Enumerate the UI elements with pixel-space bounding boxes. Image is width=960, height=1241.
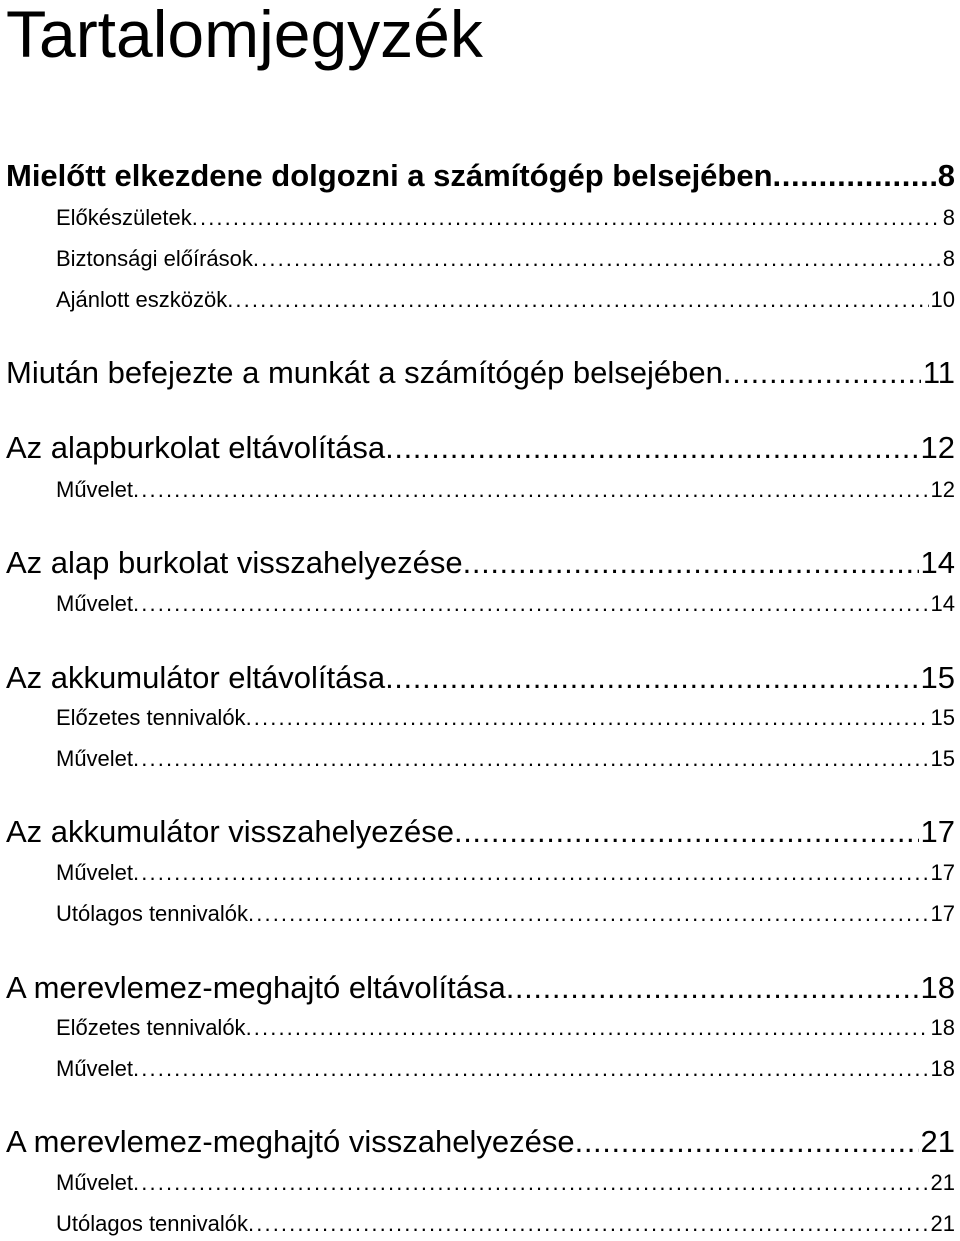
toc-entry[interactable] — [56, 246, 955, 272]
toc-dot-leader — [246, 705, 929, 731]
toc-entry-page: 11 — [922, 355, 955, 390]
toc-entry-label: Az alap burkolat visszahelyezése — [6, 545, 463, 580]
toc-entry[interactable] — [56, 591, 955, 617]
toc-entry-page: 15 — [920, 660, 955, 695]
toc-entry[interactable] — [56, 705, 955, 731]
toc-dot-leader — [192, 205, 941, 231]
toc-entry[interactable] — [6, 660, 955, 696]
toc-entry-page: 17 — [930, 901, 955, 926]
toc-entry-page: 17 — [930, 860, 955, 885]
toc-entry-label: Művelet — [56, 1170, 134, 1195]
toc-dot-leader — [575, 1124, 919, 1160]
toc-entry-page: 21 — [920, 1124, 955, 1159]
toc-dot-leader — [133, 746, 928, 772]
toc-entry-label: Miután befejezte a munkát a számítógép belsejében — [6, 355, 723, 390]
toc-entry-label: Utólagos tennivalók — [56, 901, 249, 926]
toc-entry[interactable] — [56, 287, 955, 313]
toc-entry-page: 18 — [930, 1056, 955, 1081]
toc-entry[interactable] — [56, 901, 955, 927]
toc-entry[interactable] — [6, 158, 955, 194]
toc-entry[interactable] — [6, 545, 955, 581]
toc-dot-leader — [133, 1056, 928, 1082]
toc-entry-label: Mielőtt elkezdene dolgozni a számítógép belsejében — [6, 158, 773, 193]
toc-dot-leader — [253, 246, 941, 272]
toc-entry-page: 17 — [920, 814, 955, 849]
toc-entry-page: 21 — [930, 1211, 955, 1236]
toc-dot-leader — [133, 477, 928, 503]
toc-entry-page: 14 — [920, 545, 955, 580]
toc-entry-page: 14 — [930, 591, 955, 616]
toc-entry[interactable] — [6, 970, 955, 1006]
toc-entry-label: Művelet — [56, 591, 134, 616]
toc-entry-label: Az akkumulátor visszahelyezése — [6, 814, 454, 849]
toc-entry-label: Előkészületek — [56, 205, 192, 230]
toc-entry-page: 21 — [930, 1170, 955, 1195]
toc-entry-label: Művelet — [56, 477, 134, 502]
toc-dot-leader — [723, 355, 921, 391]
toc-entry[interactable] — [56, 746, 955, 772]
toc-dot-leader — [506, 970, 919, 1006]
toc-dot-leader — [248, 901, 929, 927]
toc-entry-label: Művelet — [56, 1056, 134, 1081]
toc-entry-page: 12 — [920, 430, 955, 465]
toc-entry-label: Ajánlott eszközök — [56, 287, 228, 312]
toc-entry[interactable] — [56, 205, 955, 231]
toc-entry-label: A merevlemez-meghajtó eltávolítása — [6, 970, 506, 1005]
toc-entry-label: Az alapburkolat eltávolítása — [6, 430, 386, 465]
toc-entry-label: Előzetes tennivalók — [56, 705, 246, 730]
toc-entry[interactable] — [6, 1124, 955, 1160]
toc-dot-leader — [133, 1170, 928, 1196]
page-title: Tartalomjegyzék — [6, 0, 483, 71]
toc-entry-label: Előzetes tennivalók — [56, 1015, 246, 1040]
toc-dot-leader — [133, 860, 928, 886]
toc-entry-label: Utólagos tennivalók — [56, 1211, 249, 1236]
toc-dot-leader — [248, 1211, 929, 1237]
toc-entry[interactable] — [56, 477, 955, 503]
toc-dot-leader — [773, 158, 936, 194]
toc-dot-leader — [227, 287, 928, 313]
toc-entry-page: 12 — [930, 477, 955, 502]
toc-dot-leader — [454, 814, 919, 850]
toc-entry[interactable] — [56, 1170, 955, 1196]
toc-entry[interactable] — [56, 1015, 955, 1041]
toc-entry-page: 15 — [930, 746, 955, 771]
toc-entry-page: 8 — [937, 158, 955, 193]
toc-entry[interactable] — [6, 814, 955, 850]
toc-dot-leader — [463, 545, 919, 581]
toc-entry-page: 8 — [942, 246, 955, 271]
toc-entry[interactable] — [6, 355, 955, 391]
toc-entry-page: 8 — [942, 205, 955, 230]
toc-entry-label: Biztonsági előírások — [56, 246, 253, 271]
toc-dot-leader — [246, 1015, 929, 1041]
toc-entry[interactable] — [56, 1211, 955, 1237]
toc-entry-page: 18 — [920, 970, 955, 1005]
toc-entry[interactable] — [56, 1056, 955, 1082]
toc-entry-label: Művelet — [56, 860, 134, 885]
toc-entry-page: 18 — [930, 1015, 955, 1040]
toc-dot-leader — [385, 430, 918, 466]
toc-entry-label: Az akkumulátor eltávolítása — [6, 660, 386, 695]
toc-entry-label: Művelet — [56, 746, 134, 771]
toc-dot-leader — [133, 591, 928, 617]
toc-entry-label: A merevlemez-meghajtó visszahelyezése — [6, 1124, 575, 1159]
toc-dot-leader — [385, 660, 918, 696]
toc-entry-page: 15 — [930, 705, 955, 730]
toc-entry-page: 10 — [930, 287, 955, 312]
toc-entry[interactable] — [56, 860, 955, 886]
toc-entry[interactable] — [6, 430, 955, 466]
